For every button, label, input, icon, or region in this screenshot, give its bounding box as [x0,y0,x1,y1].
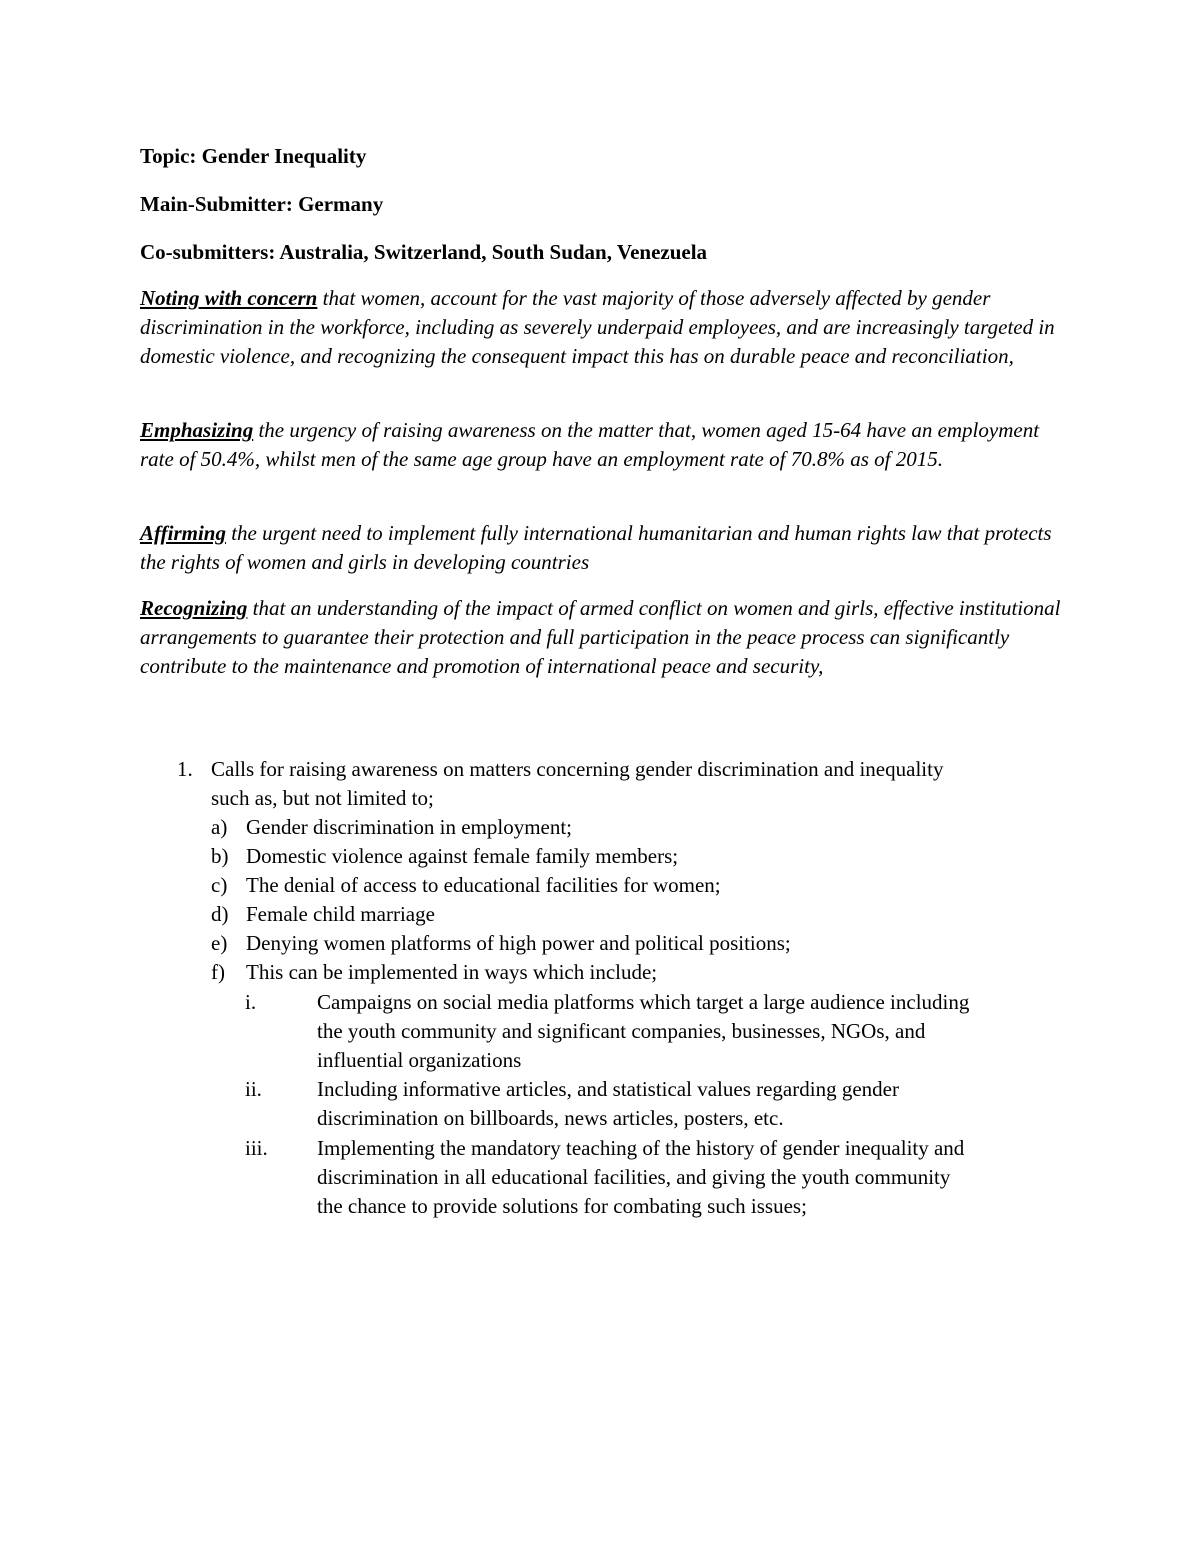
subsubclause-label: i. [245,990,257,1014]
preamble-phrase: Noting with concern [140,286,318,310]
clause-text-line: Calls for raising awareness on matters concerning gender discrimination and inequality [211,757,944,781]
subclause-text: The denial of access to educational facilities for women; [246,873,721,897]
subsubclause-label: iii. [245,1136,268,1160]
subclause-text: Domestic violence against female family members; [246,844,679,868]
preamble-phrase: Affirming [140,521,226,545]
subclause-text: Female child marriage [246,902,435,926]
subclause-label: d) [211,902,229,926]
subsubclause-text-line: discrimination in all educational facilities, and giving the youth community [317,1165,951,1189]
subclause-label: b) [211,844,229,868]
subsubclause-text-line: the chance to provide solutions for combating such issues; [317,1194,807,1218]
subclause-text: This can be implemented in ways which include; [246,960,658,984]
topic-heading: Topic: Gender Inequality [140,144,367,168]
subclause-label: a) [211,815,228,839]
subsubclause-text-line: the youth community and significant companies, businesses, NGOs, and [317,1019,926,1043]
subclause-label: e) [211,931,228,955]
preamble-phrase: Recognizing [140,596,248,620]
clause-number: 1. [177,757,193,781]
subsubclause-text-line: discrimination on billboards, news articles, posters, etc. [317,1106,784,1130]
subsubclause-text-line: influential organizations [317,1048,522,1072]
subsubclause-text-line: Implementing the mandatory teaching of the history of gender inequality and [317,1136,965,1160]
co-submitters-heading: Co-submitters: Australia, Switzerland, South Sudan, Venezuela [140,240,708,264]
subsubclause-text-line: Campaigns on social media platforms which target a large audience including [317,990,970,1014]
preamble-phrase: Emphasizing [140,418,254,442]
subclause-label: f) [211,960,225,984]
subsubclause-label: ii. [245,1077,262,1101]
subsubclause-text-line: Including informative articles, and statistical values regarding gender [317,1077,899,1101]
subclause-label: c) [211,873,228,897]
preamble-text: the urgent need to implement fully international humanitarian and human rights law that protects the rights of women and girls in developing countries [140,521,1052,574]
preamble-text: that women, account for the vast majority of those adversely affected by gender discrimination in the workforce, including as severely underpaid employees, and are increasingly targeted in domestic violence, and recognizing the consequent impact this has on durable peace and reconciliation, [140,286,1055,368]
preamble-text: that an understanding of the impact of armed conflict on women and girls, effective institutional arrangements to guarantee their protection and full participation in the peace process can significantly contribute to the maintenance and promotion of international peace and security, [140,596,1061,678]
preamble-text: the urgency of raising awareness on the matter that, women aged 15-64 have an employment rate of 50.4%, whilst men of the same age group have an employment rate of 70.8% as of 2015. [140,418,1040,471]
clause-text-line: such as, but not limited to; [211,786,434,810]
subclause-text: Denying women platforms of high power and political positions; [246,931,791,955]
subclause-text: Gender discrimination in employment; [246,815,573,839]
main-submitter-heading: Main-Submitter: Germany [140,192,384,216]
